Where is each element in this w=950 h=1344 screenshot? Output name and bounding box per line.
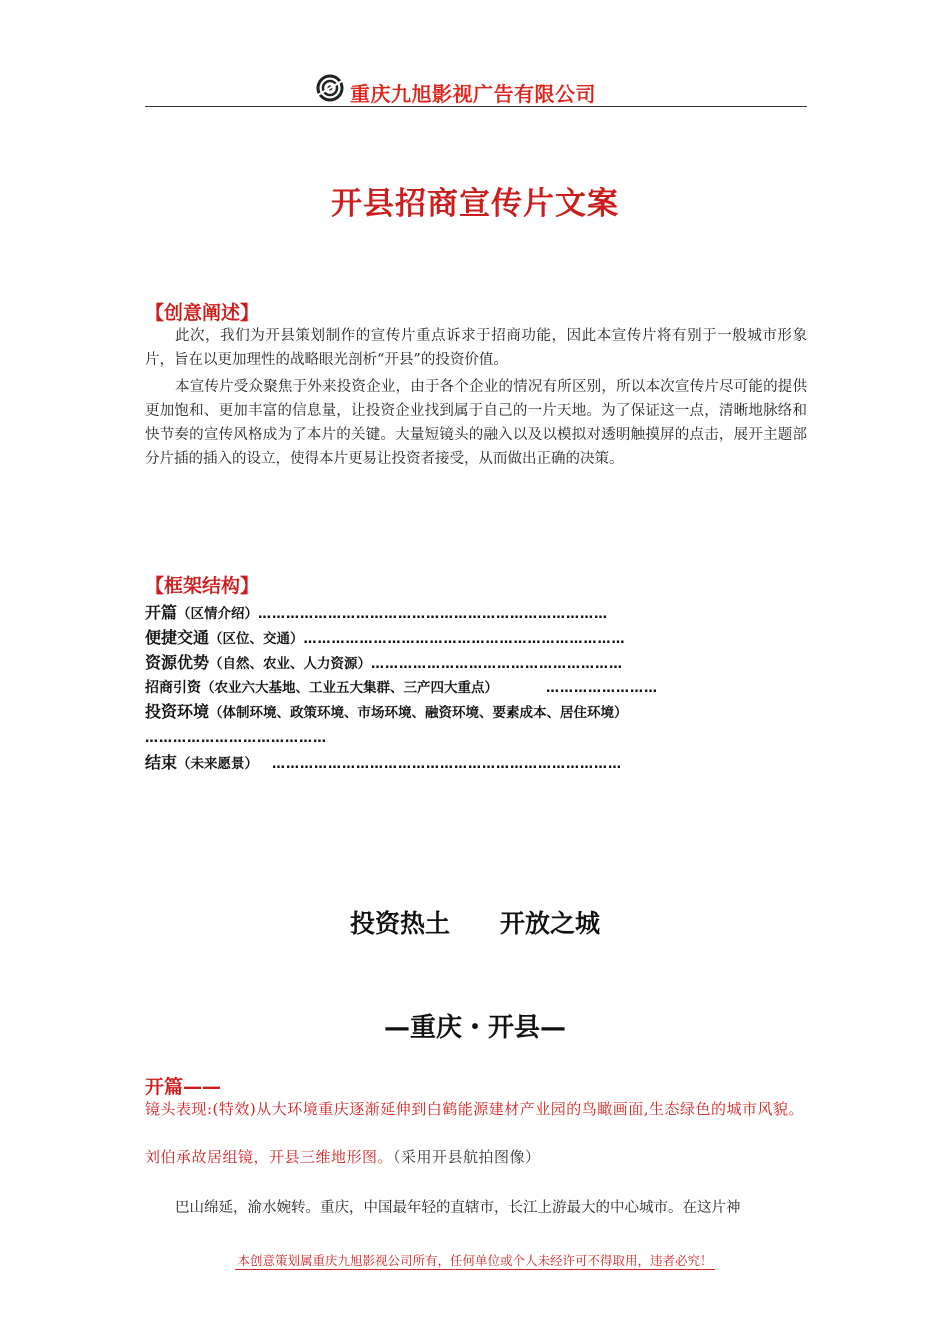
framework-item-sub: （未来愿景）: [177, 756, 259, 772]
framework-item-title: 开篇: [145, 603, 178, 622]
document-title: 开县招商宣传片文案: [331, 186, 619, 222]
slogan: [0, 904, 950, 940]
opening-body: 巴山绵延，渝水婉转。重庆，中国最年轻的直辖市，长江上游最大的中心城市。在这片神: [175, 1200, 741, 1216]
framework-item: [145, 700, 807, 751]
shot-description-2: [145, 1145, 807, 1169]
framework-item-sub: （自然、农业、人力资源）: [209, 656, 372, 672]
company-logo-icon: [315, 73, 345, 103]
framework-item-sub: （体制环境、政策环境、市场环境、融资环境、要素成本、居住环境）: [209, 705, 628, 721]
framework-item-title: 投资环境: [145, 702, 210, 721]
slogan-left: 投资热土: [349, 909, 450, 938]
shot-2-text: 刘伯承故居组镜，开县三维地形图。: [145, 1148, 394, 1166]
framework-item-sub: （区情介绍）: [177, 606, 259, 622]
page-header: [145, 72, 807, 108]
framework-item-title: 便捷交通: [145, 628, 210, 647]
framework-item-title: 招商引资: [145, 680, 201, 696]
framework-item-title: 资源优势: [145, 653, 210, 672]
framework-item-dots: ……………………………………………………………: [303, 632, 626, 647]
framework-item: [145, 600, 807, 623]
copyright-text: 本创意策划属重庆九旭影视公司所有，任何单位或个人未经许可不得取用，违者必究！: [237, 1253, 713, 1268]
copyright-footer: [0, 1250, 950, 1269]
framework-item: [145, 676, 807, 697]
creative-paragraph-2: 本宣传片受众聚焦于外来投资企业，由于各个企业的情况有所区别，所以本次宣传片尽可能的提供更加饱和、更加丰富的信息量，让投资企业找到属于自己的一片天地。为了保证这一点，清晰地脉络和快节奏的宣传风格成为了本片的关键。大量短镜头的融入以及以模拟对透明触摸屏的点击，展开主题部分片插的插入的设立，使得本片更易让投资者接受，从而做出正确的决策。: [145, 379, 807, 467]
framework-item-sub: （农业六大基地、工业五大集群、三产四大重点）: [201, 680, 498, 696]
creative-heading: 【创意阐述】: [145, 302, 260, 324]
company-name: 重庆九旭影视广告有限公司: [350, 82, 596, 106]
header-rule: [145, 106, 807, 107]
place-title: —重庆・开县—: [383, 1013, 566, 1043]
framework-heading: 【框架结构】: [145, 575, 260, 597]
framework-item: [145, 625, 807, 648]
creative-paragraph-1: 此次，我们为开县策划制作的宣传片重点诉求于招商功能，因此本宣传片将有别于一般城市形象片，旨在以更加理性的战略眼光剖析“开县”的投资价值。: [145, 328, 807, 368]
framework-item-dots: ………………………………………………: [371, 657, 624, 672]
opening-heading: 开篇——: [145, 1076, 222, 1098]
framework-item-sub: （区位、交通）: [209, 631, 304, 647]
shot-2-note: （采用开县航拍图像）: [393, 1148, 541, 1166]
framework-item: [145, 750, 807, 773]
framework-item-dots: …………………………………………………………………: [258, 607, 609, 622]
framework-item-dots: ……………………: [546, 681, 658, 696]
slogan-right: 开放之城: [500, 909, 601, 938]
framework-item-dots: …………………………………: [145, 731, 327, 746]
framework-item-dots: …………………………………………………………………: [272, 757, 623, 772]
framework-item-title: 结束: [145, 753, 178, 772]
shot-description-1: 镜头表现:(特效)从大环境重庆逐渐延伸到白鹤能源建材产业园的鸟瞰画面,生态绿色的城市风貌。: [145, 1100, 805, 1118]
framework-item: [145, 650, 807, 673]
